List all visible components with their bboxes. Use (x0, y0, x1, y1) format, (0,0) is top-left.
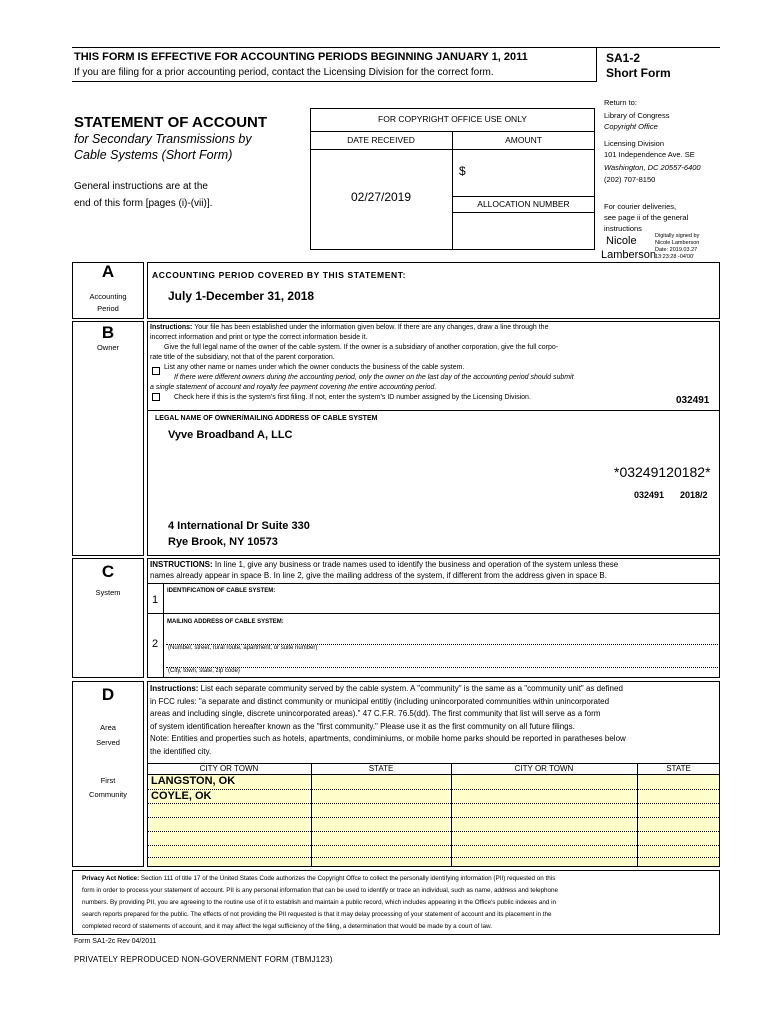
line-1-number: 1 (152, 594, 159, 606)
effective-notice: THIS FORM IS EFFECTIVE FOR ACCOUNTING PERIODS BEGINNING JANUARY 1, 2011 (74, 51, 528, 63)
section-d-side-2: Served (96, 738, 120, 747)
section-d-side-4: Community (89, 790, 127, 799)
d-instr-line-4: of system identification hereafter known as the "first community." Please use it as the first community on all future filings. (150, 721, 575, 731)
privacy-label: Privacy Act Notice: (82, 875, 140, 882)
row-rule-4 (148, 831, 719, 832)
office-rule-4 (452, 212, 595, 213)
c-rule-2 (147, 613, 720, 614)
instr-label: Instructions: (150, 324, 193, 331)
d-instr-line-2: in FCC rules: "a separate and distinct community or municipal entitiy (including unincorporated communities within unincorporated (150, 696, 610, 706)
community-row[interactable]: LANGSTON, OK (151, 775, 236, 787)
office-use-heading: FOR COPYRIGHT OFFICE USE ONLY (378, 114, 527, 124)
section-b-instructions (150, 323, 574, 403)
page-subtitle-2: Cable Systems (Short Form) (74, 148, 233, 162)
return-line-4: 101 Independence Ave. SE (604, 150, 695, 159)
section-b-side: Owner (96, 343, 120, 352)
c-vrule-1 (163, 583, 164, 613)
period-small: 2018/2 (680, 490, 708, 500)
amount-label: AMOUNT (505, 135, 542, 145)
top-rule (72, 47, 720, 48)
sig-line-2: Nicole Lamberson (655, 240, 700, 246)
date-received-value: 02/27/2019 (350, 190, 412, 204)
instr-line-7: a single statement of account and royalty fee payment covering the entire accounting period. (150, 384, 437, 391)
privacy-line-5: completed record of statements of account, and it may affect the legal sufficiency of the filing, a determination that would be made by a court of law. (82, 923, 492, 930)
return-line-5: Washington, DC 20557-6400 (604, 163, 701, 172)
city-line[interactable] (166, 667, 718, 668)
form-id: SA1-2 (606, 51, 641, 65)
date-received-label: DATE RECEIVED (347, 135, 415, 145)
system-id: 032491 (676, 395, 710, 406)
section-a-side-1: Accounting (89, 292, 127, 301)
street-hint: (Number, street, rural route, apartment, or suite number) (168, 645, 318, 651)
signature-last-name: Lamberson (601, 249, 657, 261)
instr-line-1: Your file has been established under the information given below. If there are any changes, draw a line through the (192, 324, 549, 331)
d-instr-line-1: List each separate community served by the cable system. A "community" is the same as a "community unit" as defined (198, 684, 623, 693)
courier-line-1: For courier deliveries, (604, 202, 677, 211)
c-vrule-2 (163, 613, 164, 678)
col-city2-header: CITY OR TOWN (514, 764, 574, 773)
return-line-6: (202) 707-8150 (604, 175, 656, 184)
return-line-3: Licensing Division (604, 139, 665, 148)
section-c-instructions (150, 559, 618, 581)
owner-name: Vyve Broadband A, LLC (168, 429, 293, 441)
reproduced-notice: PRIVATELY REPRODUCED NON-GOVERNMENT FORM (TBMJ123) (74, 955, 333, 964)
legal-name-label: LEGAL NAME OF OWNER/MAILING ADDRESS OF CABLE SYSTEM (155, 415, 378, 422)
return-to-label: Return to: (604, 98, 637, 107)
accounting-period-heading: ACCOUNTING PERIOD COVERED BY THIS STATEMENT: (152, 270, 407, 280)
c-instr-label: INSTRUCTIONS: (150, 560, 213, 569)
prior-period-notice: If you are filing for a prior accounting period, contact the Licensing Division for the correct form. (74, 67, 494, 78)
privacy-line-4: search reports prepared for the public. The effects of not providing the PII requested is that it may delay processing of your statement of account and its placement in the (82, 911, 552, 918)
instr-line-6: If there were different owners during the accounting period, only the owner on the last day of the accounting period should submit (174, 374, 574, 381)
page-title: STATEMENT OF ACCOUNT (74, 114, 268, 131)
privacy-line-1: Section 111 of title 17 of the United States Code authorizes the Copyright Offce to collect the personally identifying information (PII) requested on this (139, 875, 556, 882)
system-id-small: 032491 (634, 490, 665, 500)
section-b-sidebox (72, 321, 144, 556)
section-d-side-3: First (100, 776, 116, 785)
privacy-notice (82, 873, 558, 933)
sig-line-3: Date: 2019.03.27 (655, 247, 698, 253)
row-rule-5 (148, 845, 719, 846)
instr-line-4: rate title of the subsidiary, not that of the parent corporation. (150, 354, 335, 361)
row-rule-1 (148, 789, 719, 790)
office-rule-2 (310, 149, 595, 150)
section-d-letter: D (101, 685, 115, 704)
owner-address-1: 4 International Dr Suite 330 (168, 520, 310, 532)
section-b-rule (147, 410, 720, 411)
page-subtitle-1: for Secondary Transmissions by (74, 132, 252, 146)
form-revision: Form SA1-2c Rev 04/2011 (74, 938, 157, 945)
courier-line-2: see page ii of the general (604, 213, 689, 222)
return-line-1: Library of Congress (604, 111, 670, 120)
community-row[interactable]: COYLE, OK (151, 790, 212, 802)
first-filing-checkbox[interactable] (152, 393, 160, 401)
section-c-letter: C (101, 562, 115, 581)
col-city-header: CITY OR TOWN (199, 764, 259, 773)
general-instructions-2: end of this form [pages (i)-(vii)]. (74, 198, 213, 209)
c-rule-1 (147, 583, 720, 584)
instr-line-2: incorrect information and print or type the correct information beside it. (150, 334, 368, 341)
section-a-letter: A (101, 262, 115, 281)
courier-line-3: instructions (604, 224, 642, 233)
section-a-side-2: Period (97, 304, 119, 313)
form-type: Short Form (606, 66, 671, 80)
col-state2-header: STATE (666, 764, 691, 773)
section-d-side-1: Area (100, 723, 116, 732)
accounting-period-value: July 1-December 31, 2018 (168, 289, 315, 303)
instr-line-8: Check here if this is the system’s first filing. If not, enter the system’s ID number assigned by the Licensing Division. (174, 394, 531, 401)
line-2-number: 2 (152, 638, 159, 650)
barcode-id: *03249120182* (614, 464, 711, 480)
return-line-2: Copyright Office (604, 122, 658, 131)
instr-line-3: Give the full legal name of the owner of the cable system. If the owner is a subsidiary of another corporation, give the full corpo- (164, 344, 559, 351)
section-d-sidebox (72, 681, 144, 867)
digital-signature-block (655, 233, 699, 261)
section-d-instructions (150, 683, 626, 758)
row-rule-3 (148, 817, 719, 818)
sig-line-1: Digitally signed by (655, 233, 700, 239)
header-divider (596, 47, 597, 82)
office-rule-3 (452, 196, 595, 197)
privacy-line-3: numbers. By providing PII, you are agreeing to the routine use of it to establish and maintain a public record, which includes appearing in the Office's public indexes and in (82, 899, 556, 906)
row-rule-6 (148, 857, 719, 858)
section-c-side: System (95, 588, 121, 597)
row-rule-2 (148, 803, 719, 804)
c-instr-line-1: In line 1, give any business or trade names used to identify the business and operation of the system unless these (212, 560, 619, 569)
signature-first-name: Nicole (606, 235, 637, 247)
other-names-checkbox[interactable] (152, 367, 160, 375)
d-instr-label: Instructions: (150, 684, 199, 693)
header-rule (72, 81, 596, 82)
amount-dollar: $ (459, 164, 466, 178)
c-instr-line-2: names already appear in space B. In line 2, give the mailing address of the system, if different from the address given in space B. (150, 571, 607, 580)
owner-address-2: Rye Brook, NY 10573 (168, 536, 278, 548)
mailing-address-label: MAILING ADDRESS OF CABLE SYSTEM: (167, 619, 284, 625)
allocation-label: ALLOCATION NUMBER (477, 199, 570, 209)
privacy-line-2: form in order to process your statement of account. PII is any personal information that can be used to identify or trace an individual, such as name, address and telephone (82, 887, 559, 894)
instr-line-5: List any other name or names under which the owner conducts the business of the cable system. (164, 364, 465, 371)
section-b-letter: B (101, 323, 115, 342)
identification-label: IDENTIFICATION OF CABLE SYSTEM: (167, 588, 276, 594)
col-state-header: STATE (368, 764, 394, 773)
d-instr-line-5: Note: Entities and properties such as hotels, apartments, condiminiums, or mobile home parks should be reported in paratheses below (150, 734, 626, 743)
d-instr-line-3: areas and including single, discrete unincorporated areas)." 47 C.F.R. 76.5(dd). The first community that list will serve as a form (150, 709, 601, 718)
city-hint: (City, town, state, zip code) (168, 668, 240, 674)
d-instr-line-6: the identified city. (150, 746, 212, 756)
general-instructions-1: General instructions are at the (74, 181, 208, 192)
sig-line-4: 13:23:28 -04'00' (655, 254, 695, 260)
